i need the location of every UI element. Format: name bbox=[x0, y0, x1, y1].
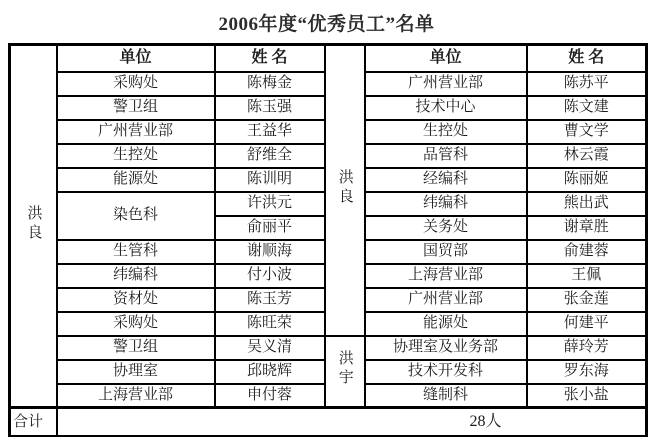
total-value: 28人 bbox=[469, 413, 502, 431]
name-cell: 陈文建 bbox=[527, 96, 647, 120]
name-header-right: 姓 名 bbox=[527, 45, 647, 72]
unit-cell: 协理室及业务部 bbox=[365, 336, 527, 360]
unit-cell: 缝制科 bbox=[365, 384, 527, 408]
employee-roster-table bbox=[8, 43, 648, 437]
unit-cell: 技术中心 bbox=[365, 96, 527, 120]
name-cell: 陈训明 bbox=[215, 168, 325, 192]
unit-cell: 关务处 bbox=[365, 216, 527, 240]
name-cell: 薛玲芳 bbox=[527, 336, 647, 360]
right-bottom-group-cell bbox=[325, 336, 365, 408]
unit-cell: 生管科 bbox=[57, 240, 215, 264]
name-cell: 舒维全 bbox=[215, 144, 325, 168]
right-bottom-group-label: 洪宇 bbox=[336, 350, 353, 388]
name-cell: 罗东海 bbox=[527, 360, 647, 384]
right-top-group-label: 洪良 bbox=[336, 169, 353, 207]
name-cell: 付小波 bbox=[215, 264, 325, 288]
unit-cell: 纬编科 bbox=[365, 192, 527, 216]
unit-header-left: 单位 bbox=[57, 45, 215, 72]
name-cell: 吴义清 bbox=[215, 336, 325, 360]
unit-cell: 资材处 bbox=[57, 288, 215, 312]
name-cell: 陈梅金 bbox=[215, 72, 325, 96]
name-cell: 王佩 bbox=[527, 264, 647, 288]
name-cell: 曹文学 bbox=[527, 120, 647, 144]
unit-cell: 上海营业部 bbox=[365, 264, 527, 288]
unit-cell: 品管科 bbox=[365, 144, 527, 168]
name-cell: 陈旺荣 bbox=[215, 312, 325, 336]
name-cell: 熊出武 bbox=[527, 192, 647, 216]
unit-cell: 纬编科 bbox=[57, 264, 215, 288]
name-cell: 邱晓辉 bbox=[215, 360, 325, 384]
total-value-cell bbox=[57, 408, 647, 437]
name-cell: 张金莲 bbox=[527, 288, 647, 312]
unit-cell: 能源处 bbox=[365, 312, 527, 336]
unit-cell: 广州营业部 bbox=[365, 288, 527, 312]
left-group-label: 洪良 bbox=[25, 204, 42, 243]
unit-cell: 广州营业部 bbox=[365, 72, 527, 96]
unit-cell: 广州营业部 bbox=[57, 120, 215, 144]
unit-cell: 经编科 bbox=[365, 168, 527, 192]
name-cell: 陈玉芳 bbox=[215, 288, 325, 312]
header-row bbox=[10, 45, 647, 72]
unit-cell: 生控处 bbox=[57, 144, 215, 168]
left-group-cell bbox=[10, 45, 57, 408]
name-cell: 陈苏平 bbox=[527, 72, 647, 96]
right-top-group-cell bbox=[325, 45, 365, 336]
unit-cell: 国贸部 bbox=[365, 240, 527, 264]
name-cell: 俞丽平 bbox=[215, 216, 325, 240]
unit-cell: 生控处 bbox=[365, 120, 527, 144]
unit-cell: 协理室 bbox=[57, 360, 215, 384]
unit-cell-merged: 染色科 bbox=[57, 192, 215, 240]
unit-cell: 技术开发科 bbox=[365, 360, 527, 384]
unit-header-right: 单位 bbox=[365, 45, 527, 72]
table-row bbox=[10, 336, 647, 360]
name-cell: 林云霞 bbox=[527, 144, 647, 168]
unit-cell: 采购处 bbox=[57, 72, 215, 96]
name-cell: 陈丽姬 bbox=[527, 168, 647, 192]
total-label: 合计 bbox=[10, 408, 57, 437]
name-cell: 张小盐 bbox=[527, 384, 647, 408]
unit-cell: 警卫组 bbox=[57, 96, 215, 120]
name-cell: 俞建蓉 bbox=[527, 240, 647, 264]
unit-cell: 警卫组 bbox=[57, 336, 215, 360]
name-cell: 何建平 bbox=[527, 312, 647, 336]
name-cell: 谢顺海 bbox=[215, 240, 325, 264]
unit-cell: 能源处 bbox=[57, 168, 215, 192]
name-cell: 许洪元 bbox=[215, 192, 325, 216]
name-cell: 陈玉强 bbox=[215, 96, 325, 120]
name-header-left: 姓 名 bbox=[215, 45, 325, 72]
name-cell: 王益华 bbox=[215, 120, 325, 144]
name-cell: 申付蓉 bbox=[215, 384, 325, 408]
total-row bbox=[10, 408, 647, 437]
unit-cell: 上海营业部 bbox=[57, 384, 215, 408]
unit-cell: 采购处 bbox=[57, 312, 215, 336]
name-cell: 谢章胜 bbox=[527, 216, 647, 240]
page-title: 2006年度“优秀员工”名单 bbox=[218, 14, 435, 35]
